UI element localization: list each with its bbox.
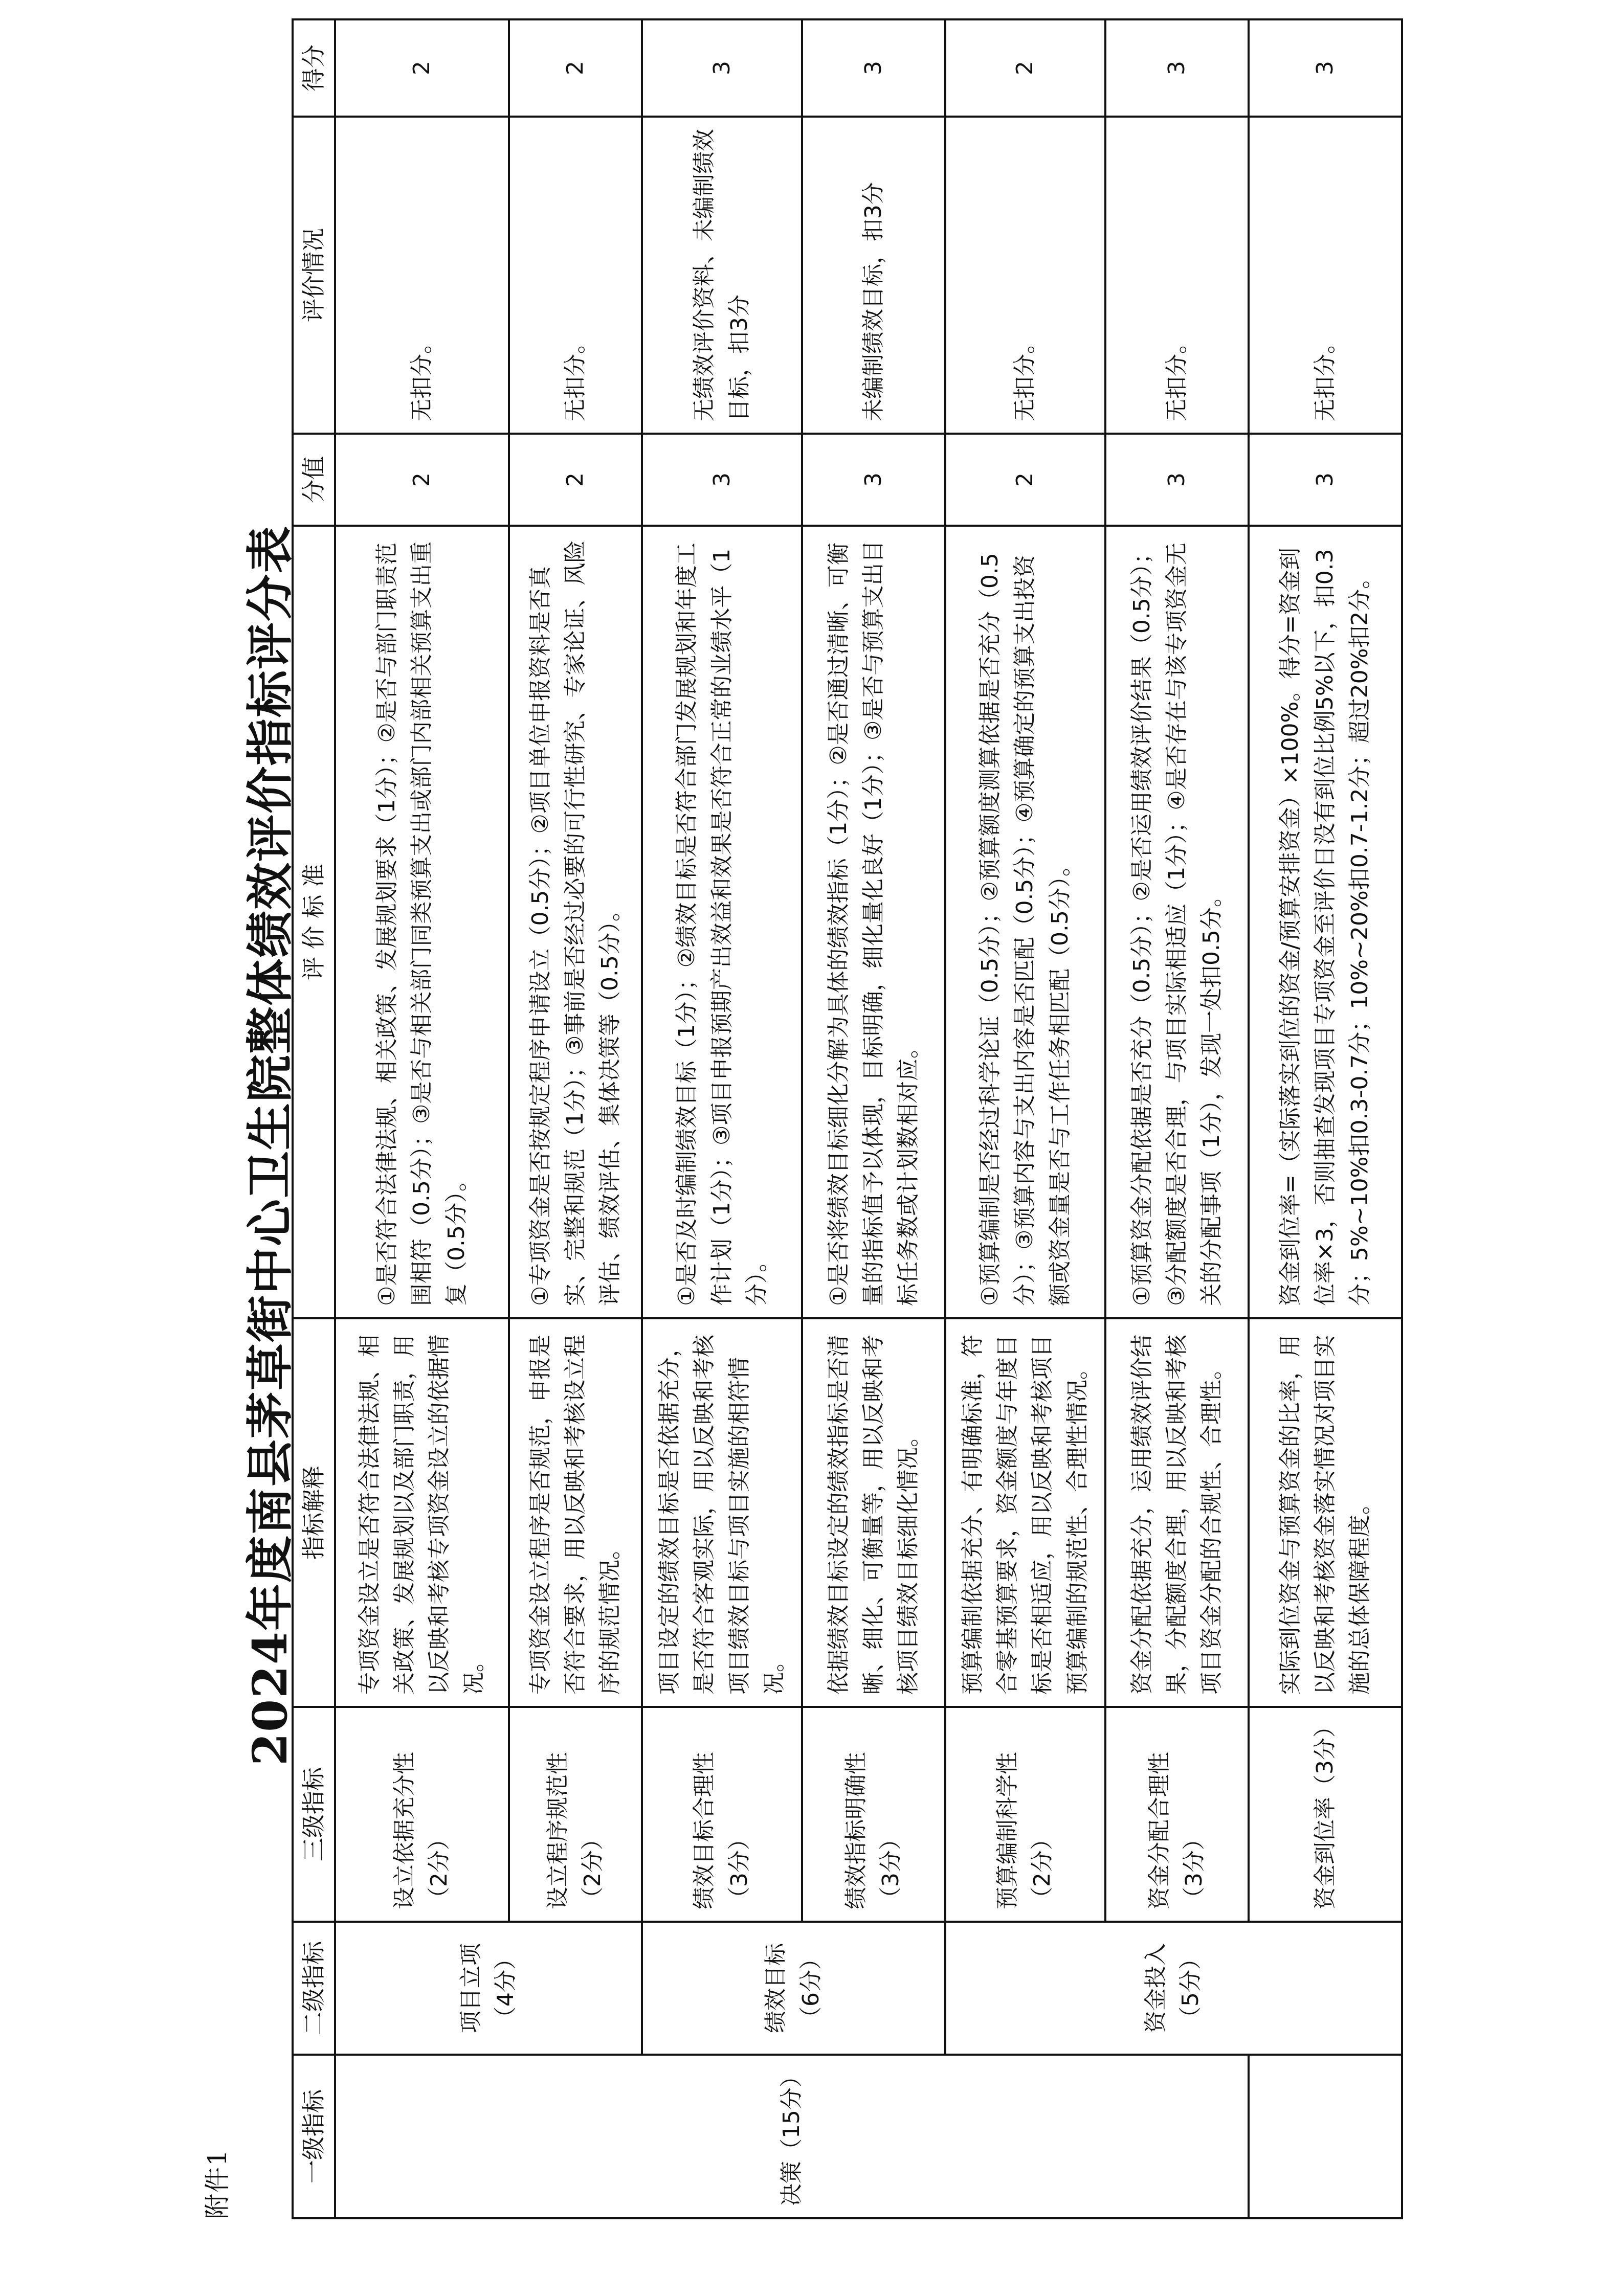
score-table bbox=[292, 18, 1403, 2219]
level3-cell: 资金到位率（3分） bbox=[1249, 1707, 1402, 1922]
level3-cell: 绩效目标合理性（3分） bbox=[642, 1707, 802, 1922]
score-cell: 3 bbox=[802, 19, 945, 117]
criteria-cell: ①是否及时编制绩效目标（1分）；②绩效目标是否符合部门发展规划和年度工作计划（1分）；③项目申报预期产出效益和效果是否符合正常的业绩水平（1分）。 bbox=[642, 526, 802, 1318]
evaluation-cell: 无扣分。 bbox=[509, 117, 642, 434]
header-explanation: 指标解释 bbox=[293, 1318, 335, 1707]
table-row bbox=[945, 19, 1105, 2218]
explanation-cell: 项目设定的绩效目标是否依据充分，是否符合客观实际，用以反映和考核项目绩效目标与项目实施的相符情况。 bbox=[642, 1318, 802, 1707]
value-cell: 3 bbox=[802, 434, 945, 526]
header-level1: 一级指标 bbox=[293, 2055, 335, 2218]
value-cell: 2 bbox=[945, 434, 1105, 526]
criteria-cell: 资金到位率=（实际落实到位的资金/预算安排资金）×100%。得分=资金到位率×3，否则抽查发现项目专项资金至评价日没有到位比例5%以下，扣0.3分；5%~10%扣0.3-0.7分；10%~20%扣0.7-1.2分；超过20%扣2分。 bbox=[1249, 526, 1402, 1318]
header-row bbox=[293, 19, 335, 2218]
criteria-cell: ①预算编制是否经过科学论证（0.5分）；②预算额度测算依据是否充分（0.5分）；③预算内容与支出内容是否匹配（0.5分）；④预算确定的预算支出投资额或资金量是否与工作任务相匹配（0.5分）。 bbox=[945, 526, 1105, 1318]
evaluation-cell: 无扣分。 bbox=[945, 117, 1105, 434]
explanation-cell: 资金分配依据充分，运用绩效评价结果，分配额度合理，用以反映和考核项目资金分配的合规性、合理性。 bbox=[1105, 1318, 1249, 1707]
evaluation-cell: 无绩效评价资料、未编制绩效目标，扣3分 bbox=[642, 117, 802, 434]
explanation-cell: 专项资金设立是否符合法律法规、相关政策、发展规划以及部门职责，用以反映和考核专项资金设立的依据情况。 bbox=[335, 1318, 509, 1707]
table-row bbox=[335, 19, 509, 2218]
header-value: 分值 bbox=[293, 434, 335, 526]
explanation-cell: 专项资金设立程序是否规范，申报是否符合要求，用以反映和考核设立程序的规范情况。 bbox=[509, 1318, 642, 1707]
score-cell: 3 bbox=[1105, 19, 1249, 117]
score-cell: 2 bbox=[945, 19, 1105, 117]
level3-cell: 资金分配合理性（3分） bbox=[1105, 1707, 1249, 1922]
header-level3: 三级指标 bbox=[293, 1707, 335, 1922]
table-row bbox=[642, 19, 802, 2218]
level2-fund-input: 资金投入（5分） bbox=[945, 1922, 1402, 2055]
score-cell: 2 bbox=[509, 19, 642, 117]
table-row bbox=[802, 19, 945, 2218]
criteria-cell: ①预算资金分配依据是否充分（0.5分）；②是否运用绩效评价结果（0.5分）；③分配额度是否合理，与项目实际相适应（1分）；④是否存在与该专项资金无关的分配事项（1分），发现一处扣0.5分。 bbox=[1105, 526, 1249, 1318]
score-cell: 3 bbox=[642, 19, 802, 117]
criteria-cell: ①是否将绩效目标细化分解为具体的绩效指标（1分）；②是否通过清晰、可衡量的指标值予以体现，目标明确，细化量化良好（1分）；③是否与预算支出目标任务数或计划数相对应。 bbox=[802, 526, 945, 1318]
value-cell: 3 bbox=[642, 434, 802, 526]
score-cell: 3 bbox=[1249, 19, 1402, 117]
level3-cell: 设立程序规范性（2分） bbox=[509, 1707, 642, 1922]
level3-cell: 绩效指标明确性（3分） bbox=[802, 1707, 945, 1922]
level3-cell: 预算编制科学性（2分） bbox=[945, 1707, 1105, 1922]
value-cell: 3 bbox=[1105, 434, 1249, 526]
table-row bbox=[1105, 19, 1249, 2218]
level2-performance-goal: 绩效目标（6分） bbox=[642, 1922, 945, 2055]
explanation-cell: 预算编制依据充分、有明确标准，符合零基预算要求，资金额度与年度目标是否相适应，用以反映和考核项目预算编制的规范性、合理性情况。 bbox=[945, 1318, 1105, 1707]
explanation-cell: 依据绩效目标设定的绩效指标是否清晰、细化、可衡量等，用以反映和考核项目绩效目标细化情况。 bbox=[802, 1318, 945, 1707]
header-score: 得分 bbox=[293, 19, 335, 117]
level3-cell: 设立依据充分性（2分） bbox=[335, 1707, 509, 1922]
evaluation-cell: 无扣分。 bbox=[335, 117, 509, 434]
value-cell: 3 bbox=[1249, 434, 1402, 526]
attachment-label: 附件1 bbox=[203, 2149, 232, 2219]
header-evaluation: 评价情况 bbox=[293, 117, 335, 434]
value-cell: 2 bbox=[335, 434, 509, 526]
evaluation-cell: 无扣分。 bbox=[1105, 117, 1249, 434]
explanation-cell: 实际到位资金与预算资金的比率，用以反映和考核资金落实情况对项目实施的总体保障程度。 bbox=[1249, 1318, 1402, 1707]
header-level2: 二级指标 bbox=[293, 1922, 335, 2055]
header-criteria: 评 价 标 准 bbox=[293, 526, 335, 1318]
level2-project-approval: 项目立项（4分） bbox=[335, 1922, 642, 2055]
score-cell: 2 bbox=[335, 19, 509, 117]
table-row bbox=[509, 19, 642, 2218]
level1-empty bbox=[1249, 2055, 1402, 2218]
table-row bbox=[1249, 19, 1402, 2218]
level1-decision: 决策（15分） bbox=[335, 2055, 1249, 2218]
page-title: 2024年度南县茅草街中心卫生院整体绩效评价指标评分表 bbox=[242, 525, 298, 1766]
criteria-cell: ①是否符合法律法规、相关政策、发展规划要求（1分）；②是否与部门职责范围相符（0.5分）；③是否与相关部门同类预算支出或部门内部相关预算支出重复（0.5分）。 bbox=[335, 526, 509, 1318]
evaluation-cell: 无扣分。 bbox=[1249, 117, 1402, 434]
criteria-cell: ①专项资金是否按规定程序申请设立（0.5分）；②项目单位申报资料是否真实、完整和规范（1分）；③事前是否经过必要的可行性研究、专家论证、风险评估、绩效评估、集体决策等（0.5分）。 bbox=[509, 526, 642, 1318]
evaluation-cell: 未编制绩效目标，扣3分 bbox=[802, 117, 945, 434]
value-cell: 2 bbox=[509, 434, 642, 526]
